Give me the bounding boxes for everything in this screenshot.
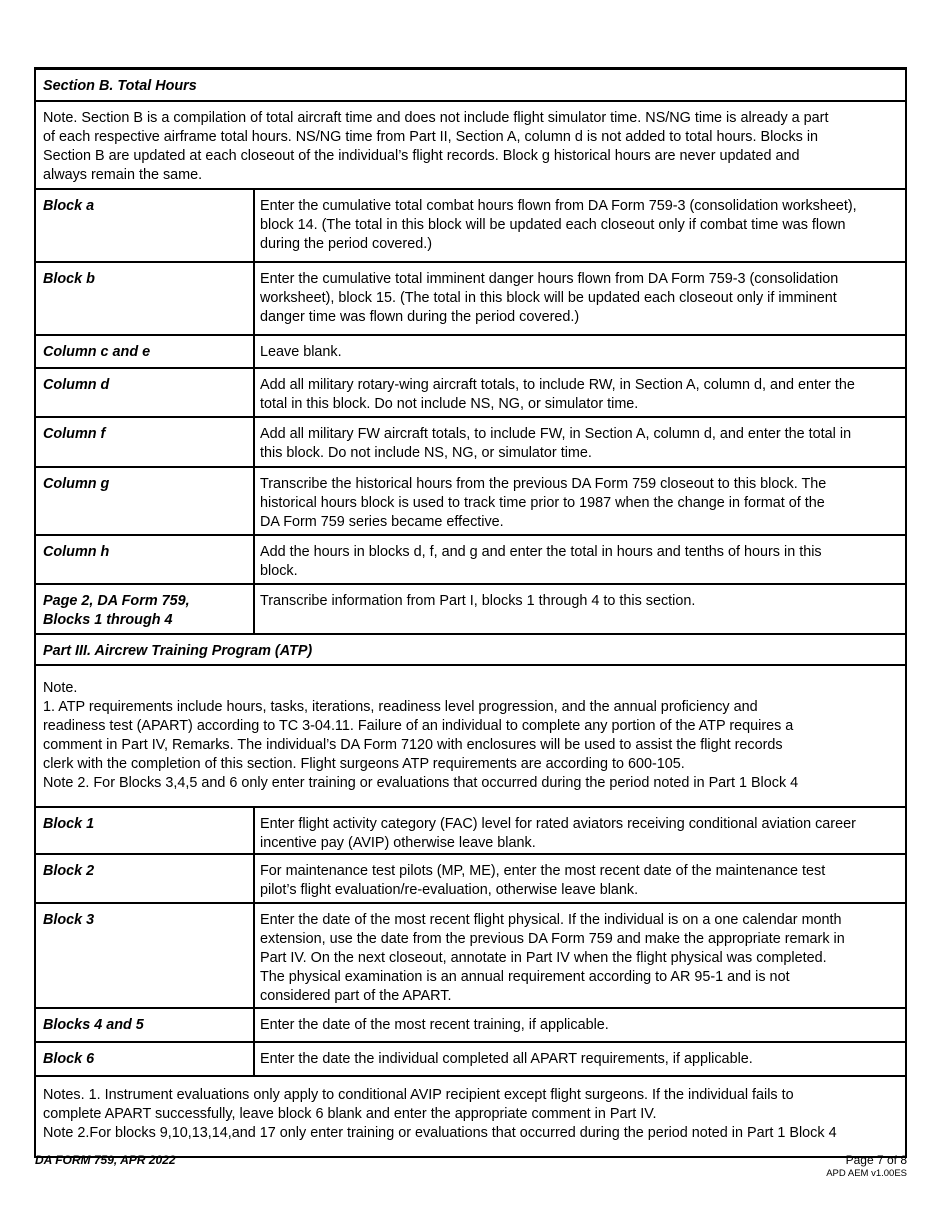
table-row [36, 367, 905, 416]
table-row [36, 806, 905, 853]
row-label: Column c and e [36, 336, 255, 367]
section-b-note-row [36, 100, 905, 188]
table-row [36, 466, 905, 534]
row-description: Enter the date the individual completed all APART requirements, if applicable. [260, 1051, 753, 1067]
table-row [36, 1007, 905, 1041]
form-identifier: DA FORM 759, APR 2022 [35, 1153, 176, 1167]
part-iii-note: Note. 1. ATP requirements include hours, tasks, iterations, readiness level progression, and the annual proficiency and readiness test (APART) according to TC 3-04.11. Failure of an individual to complete any portion of the ATP requires a comment in Part IV, Remarks. The individual’s DA Form 7120 with enclosures will be used to assist the flight records clerk with the completion of this section. Flight surgeons ATP requirements are according to 600-105. Note 2. For Blocks 3,4,5 and 6 only enter training or evaluations that occurred during the period noted in Part 1 Block 4 [43, 680, 799, 791]
version-label: APD AEM v1.00ES [826, 1168, 907, 1179]
row-label: Block 3 [36, 904, 255, 1007]
part-iii-title: Part III. Aircrew Training Program (ATP) [43, 643, 313, 659]
page-footer [826, 1153, 907, 1179]
part-iii-final-note-row [36, 1075, 905, 1156]
row-description: Leave blank. [260, 344, 342, 360]
row-description: Add all military FW aircraft totals, to include FW, in Section A, column d, and enter the total in this block. Do not include NS, NG, or simulator time. [260, 426, 852, 461]
row-description: Enter the cumulative total imminent danger hours flown from DA Form 759-3 (consolidation worksheet), block 15. (The total in this block will be updated each closeout only if imminent danger time was flown during the period covered.) [260, 271, 839, 325]
row-description: Enter the date of the most recent flight physical. If the individual is on a one calendar month extension, use the date from the previous DA Form 759 and make the appropriate remark in Part IV. On the next closeout, annotate in Part IV when the flight physical was completed. The physical examination is an annual requirement according to AR 95-1 and is not considered part of the APART. [260, 912, 845, 1004]
row-label: Block b [36, 263, 255, 334]
section-b-header-row [36, 70, 905, 100]
part-iii-header-row [36, 633, 905, 664]
row-description: Transcribe information from Part I, blocks 1 through 4 to this section. [260, 593, 696, 609]
table-row [36, 416, 905, 466]
row-label: Column g [36, 468, 255, 534]
row-description: For maintenance test pilots (MP, ME), enter the most recent date of the maintenance test pilot’s flight evaluation/re-evaluation, otherwise leave blank. [260, 863, 826, 898]
row-description: Enter the cumulative total combat hours flown from DA Form 759-3 (consolidation worksheet), block 14. (The total in this block will be updated each closeout only if combat time was flown during the period covered.) [260, 198, 857, 252]
table-row [36, 853, 905, 902]
table-row [36, 188, 905, 261]
row-label: Block 6 [36, 1043, 255, 1075]
row-label: Block 1 [36, 808, 255, 853]
row-description: Enter flight activity category (FAC) level for rated aviators receiving conditional aviation career incentive pay (AVIP) otherwise leave blank. [260, 816, 856, 851]
table-row [36, 334, 905, 367]
row-description: Enter the date of the most recent training, if applicable. [260, 1017, 609, 1033]
row-label: Column d [36, 369, 255, 416]
page-number: Page 7 of 8 [845, 1153, 907, 1167]
table-row [36, 902, 905, 1007]
row-description: Add the hours in blocks d, f, and g and enter the total in hours and tenths of hours in this block. [260, 544, 822, 579]
part-iii-final-note: Notes. 1. Instrument evaluations only apply to conditional AVIP recipient except flight surgeons. If the individual fails to complete APART successfully, leave block 6 blank and enter the appropriate comment in Part IV. Note 2.For blocks 9,10,13,14,and 17 only enter training or evaluations that occurred during the period noted in Part 1 Block 4 [43, 1087, 837, 1141]
row-description: Transcribe the historical hours from the previous DA Form 759 closeout to this block. The historical hours block is used to track time prior to 1987 when the change in format of the DA Form 759 series became effective. [260, 476, 827, 530]
row-description: Add all military rotary-wing aircraft totals, to include RW, in Section A, column d, and enter the total in this block. Do not include NS, NG, or simulator time. [260, 377, 855, 412]
row-label: Column f [36, 418, 255, 466]
table-row [36, 583, 905, 633]
table-row [36, 1041, 905, 1075]
table-row [36, 534, 905, 583]
table-row [36, 261, 905, 334]
section-b-title: Section B. Total Hours [43, 78, 197, 94]
section-b-note: Note. Section B is a compilation of total aircraft time and does not include flight simulator time. NS/NG time is already a part of each respective airframe total hours. NS/NG time from Part II, Section A, column d is not added to total hours. Blocks in Section B are updated at each closeout of the individual’s flight records. Block g historical hours are never updated and always remain the same. [43, 110, 829, 183]
row-label: Block a [36, 190, 255, 261]
part-iii-note-row [36, 664, 905, 806]
row-label: Blocks 4 and 5 [36, 1009, 255, 1041]
row-label: Page 2, DA Form 759, Blocks 1 through 4 [36, 585, 255, 633]
form-instructions-table [34, 67, 907, 1158]
row-label: Column h [36, 536, 255, 583]
row-label: Block 2 [36, 855, 255, 902]
